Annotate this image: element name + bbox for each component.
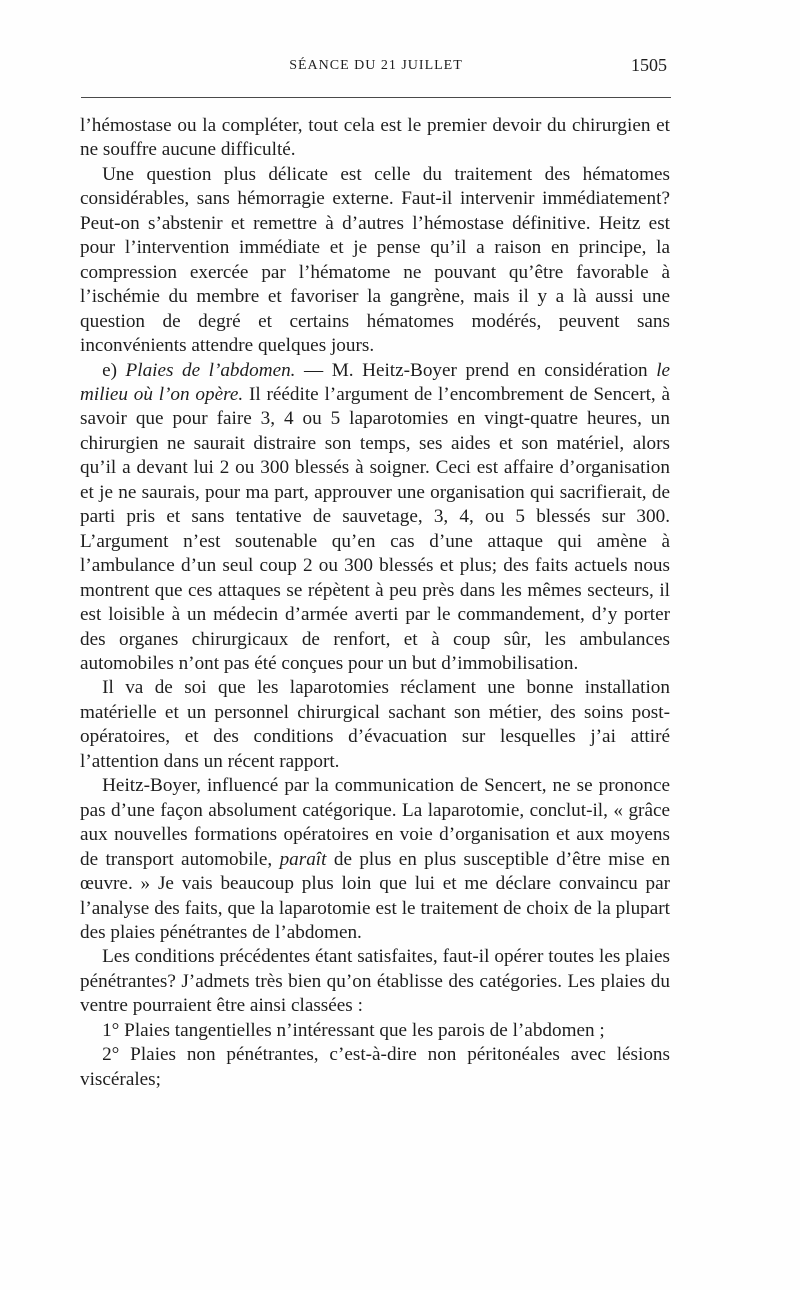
list-item-2: 2° Plaies non pénétrantes, c’est-à-dire non péritonéales avec lésions viscérales; — [80, 1044, 670, 1090]
quote-after: de plus en plus susceptible d’être mise en œuvre. » Je vais beaucoup plus loin que lui et me déclare convaincu par l’analyse des faits, que la laparotomie est le traitement de choix de la plupart des plaies pénétrantes de l’abdomen. — [80, 848, 670, 943]
paragraph-hematomes: Une question plus délicate est celle du traitement des hématomes considérables, sans hémorragie externe. Faut-il intervenir immédiatement? Peut-on s’abstenir et remettre à d’autres l’hémostase définitive. Heitz est pour l’intervention immédiate et je pense qu’il a raison en principe, la compression exercée par l’hématome ne pouvant qu’être favorable à l’ischémie du membre et favoriser la gangrène, mais il y a là aussi une question de degré et certains hématomes modérés, peuvent sans inconvénients attendre quelques jours. — [80, 163, 670, 357]
page-header — [81, 54, 671, 86]
paragraph-heitz-boyer — [80, 774, 670, 945]
section-marker: e) — [102, 359, 117, 381]
page-number: 1505 — [631, 55, 667, 75]
paragraph-hemostase-continuation: l’hémostase ou la compléter, tout cela est le premier devoir du chirurgien et ne souffre aucune difficulté. — [80, 115, 670, 161]
header-rule — [81, 97, 671, 98]
italic-word-parait: paraît — [279, 848, 327, 870]
quote-before: Heitz-Boyer, influencé par la communication de Sencert, ne se prononce pas d’une façon absolument catégorique. La laparotomie, conclut-il, « grâce aux nouvelles formations opératoires en voie d’organisation et aux moyens de transport automobile, — [80, 775, 670, 870]
section-title: Plaies de l’abdomen. — [125, 359, 296, 381]
running-title: SÉANCE DU 21 JUILLET — [289, 58, 463, 73]
paragraph-conditions: Les conditions précédentes étant satisfaites, faut-il opérer toutes les plaies pénétrantes? J’admets très bien qu’on établisse des catégories. Les plaies du ventre pourraient être ainsi classées : — [80, 946, 670, 1017]
list-item-1: 1° Plaies tangentielles n’intéressant que les parois de l’abdomen ; — [102, 1019, 605, 1041]
paragraph-plaies-abdomen — [80, 359, 670, 677]
paragraph-laparotomies: Il va de soi que les laparotomies réclament une bonne installation matérielle et un personnel chirurgical sachant son métier, des soins post-opératoires, et des conditions d’évacuation sur lesquelles j’ai attiré l’attention dans un récent rapport. — [80, 677, 670, 772]
section-intro: — M. Heitz-Boyer prend en considération — [304, 359, 648, 381]
body-text — [80, 114, 670, 1092]
italic-phrase-milieu: le milieu où l’on opère. — [80, 359, 671, 405]
section-body: Il réédite l’argument de l’encombrement de Sencert, à savoir que pour faire 3, 4 ou 5 laparotomies en vingt-quatre heures, un chirurgien ne saurait distraire son temps, ses aides et son matériel, alors qu’il a devant lui 2 ou 300 blessés à soigner. Ceci est affaire d’organisation et je ne saurais, pour ma part, approuver une organisation qui sacrifierait, de parti pris et sans tentative de sauvetage, 3, 4, ou 5 blessés sur 300. L’argument n’est soutenable qu’en cas d’une attaque qui amène à l’ambulance d’un seul coup 2 ou 300 blessés et plus; des faits actuels nous montrent que ces attaques se répètent à peu près dans les mêmes secteurs, il est loisible à un médecin d’armée averti par le commandement, d’y porter des organes chirurgicaux de renfort, et à coup sûr, les ambulances automobiles n’ont pas été conçues pour un but d’immobilisation. — [80, 383, 671, 674]
